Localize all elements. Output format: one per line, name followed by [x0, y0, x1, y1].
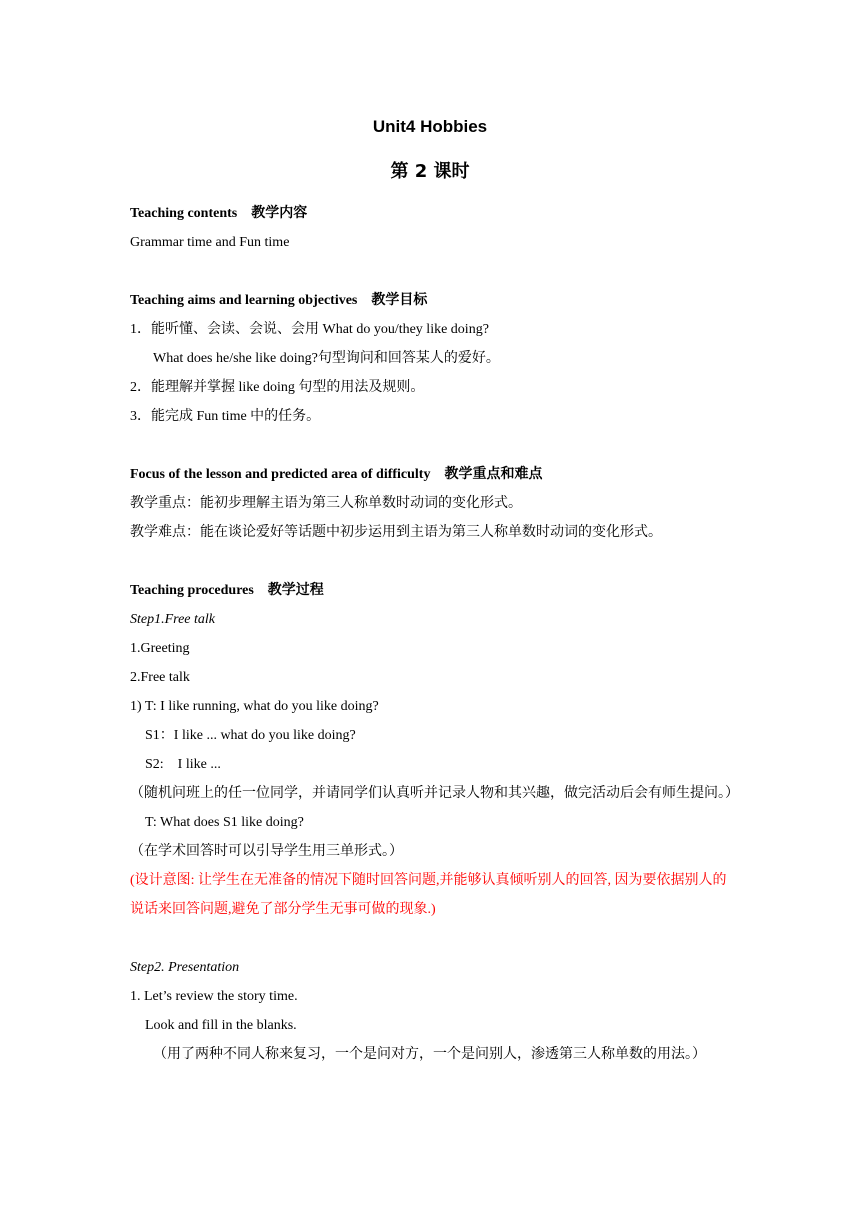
dialogue-student-2: S2: I like ...: [145, 757, 221, 772]
aim-item-1: 1．能听懂、会读、会说、会用 What do you/they like doing?: [130, 322, 489, 337]
activity-note-2: （在学术回答时可以引导学生用三单形式。）: [130, 844, 403, 859]
spacer: [130, 924, 740, 953]
aim-item-2: 2．能理解并掌握 like doing 句型的用法及规则。: [130, 380, 425, 395]
dialogue-teacher-1: 1) T: I like running, what do you like doing?: [130, 699, 379, 714]
dialogue-student-1: S1：I like ... what do you like doing?: [145, 728, 356, 743]
design-intent-note: (设计意图: 让学生在无准备的情况下随时回答问题,并能够认真倾听别人的回答, 因为要依据别人的说话来回答问题,避免了部分学生无事可做的现象.): [130, 873, 727, 917]
document-body: [130, 199, 740, 1069]
aim-item-3: 3．能完成 Fun time 中的任务。: [130, 409, 321, 424]
teaching-contents-text: Grammar time and Fun time: [130, 235, 290, 250]
focus-key-point: 教学重点：能初步理解主语为第三人称单数时动词的变化形式。: [130, 496, 522, 511]
teaching-contents-heading: Teaching contents 教学内容: [130, 206, 308, 221]
spacer: [130, 547, 740, 576]
step1-free-talk: 2.Free talk: [130, 670, 190, 685]
step2-heading: Step2. Presentation: [130, 960, 240, 975]
activity-note-3: （用了两种不同人称来复习，一个是问对方，一个是问别人，渗透第三人称单数的用法。）: [153, 1047, 706, 1062]
activity-note-1: （随机问班上的任一位同学，并请同学们认真听并记录人物和其兴趣，做完活动后会有师生提问。）: [130, 786, 739, 801]
procedures-heading: Teaching procedures 教学过程: [130, 583, 324, 598]
dialogue-teacher-2: T: What does S1 like doing?: [145, 815, 304, 830]
lesson-subtitle: 第 2 课时: [390, 161, 470, 182]
focus-difficult-point: 教学难点：能在谈论爱好等话题中初步运用到主语为第三人称单数时动词的变化形式。: [130, 525, 662, 540]
step2-review: 1. Let’s review the story time.: [130, 989, 298, 1004]
spacer: [130, 257, 740, 286]
step1-heading: Step1.Free talk: [130, 612, 216, 627]
focus-heading: Focus of the lesson and predicted area of difficulty 教学重点和难点: [130, 467, 543, 482]
aim-item-1-continued: What does he/she like doing?句型询问和回答某人的爱好。: [153, 351, 500, 366]
step2-look-fill: Look and fill in the blanks.: [145, 1018, 297, 1033]
spacer: [130, 431, 740, 460]
teaching-aims-heading: Teaching aims and learning objectives 教学目标: [130, 293, 428, 308]
step1-greeting: 1.Greeting: [130, 641, 190, 656]
document-title: Unit4 Hobbies: [372, 117, 488, 136]
